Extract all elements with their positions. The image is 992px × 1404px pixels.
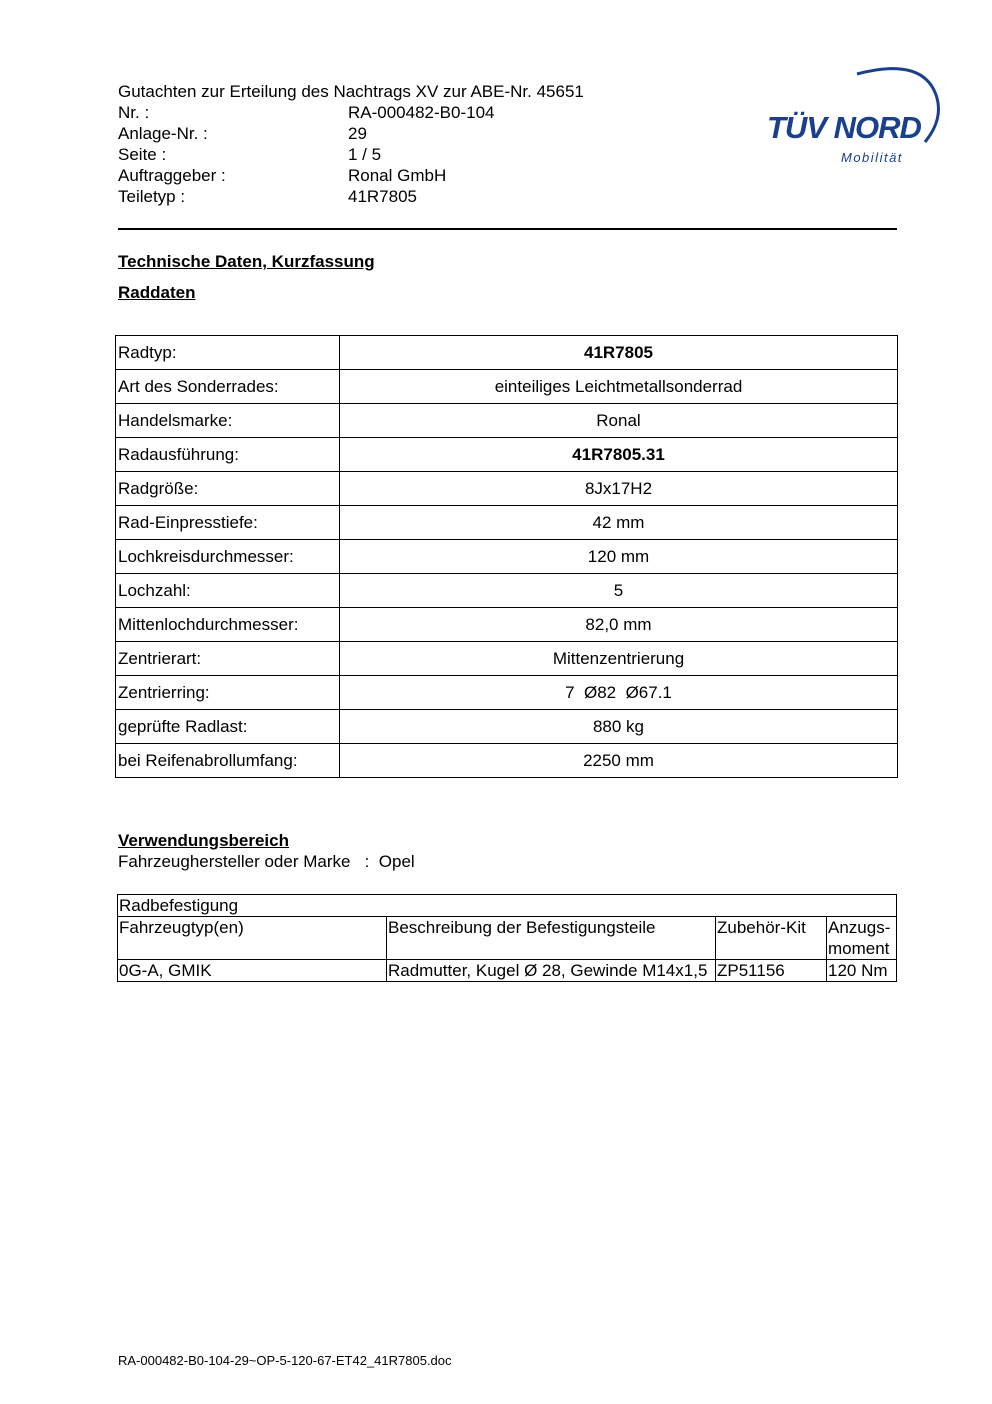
row-value: 120 mm [340,540,898,574]
header-value: 1 / 5 [348,145,382,164]
row-label: Lochkreisdurchmesser: [116,540,340,574]
row-value: 880 kg [340,710,898,744]
cell-zubehoer-kit: ZP51156 [716,960,827,982]
header-value: RA-000482-B0-104 [348,103,495,122]
header-value: 41R7805 [348,187,418,206]
row-label: Radtyp: [116,336,340,370]
cell-fahrzeugtyp: 0G-A, GMIK [118,960,387,982]
row-label: Handelsmarke: [116,404,340,438]
row-value: 8Jx17H2 [340,472,898,506]
row-label: Zentrierring: [116,676,340,710]
row-value: 41R7805.31 [340,438,898,472]
cell-anzugsmoment: 120 Nm [827,960,897,982]
row-label: geprüfte Radlast: [116,710,340,744]
header-key: Auftraggeber : [118,166,226,185]
logo-subtitle: Mobilität [841,150,903,165]
document-title: Gutachten zur Erteilung des Nachtrags XV zur ABE-Nr. 45651 [118,82,584,101]
table-row [116,540,898,574]
table-header-row [118,917,897,960]
column-header: Anzugs- moment [827,917,897,960]
tuev-nord-logo [765,58,945,173]
table-row [116,710,898,744]
row-label: bei Reifenabrollumfang: [116,744,340,778]
row-value: einteiliges Leichtmetallsonderrad [340,370,898,404]
header-key: Anlage-Nr. : [118,124,208,143]
table-row [116,744,898,778]
row-value: 41R7805 [340,336,898,370]
header-value: 29 [348,124,367,143]
table-caption-row [118,895,897,917]
table-row [116,608,898,642]
row-value: Mittenzentrierung [340,642,898,676]
header-row-anlage [118,123,584,144]
row-label: Lochzahl: [116,574,340,608]
table-row [116,506,898,540]
row-value: 42 mm [340,506,898,540]
header-row-auftraggeber [118,165,584,186]
header-value: Ronal GmbH [348,166,447,185]
cell-beschreibung: Radmutter, Kugel Ø 28, Gewinde M14x1,5 [387,960,716,982]
row-label: Radgröße: [116,472,340,506]
raddaten-table [115,335,898,778]
table-row [116,472,898,506]
table-row [116,336,898,370]
row-label: Mittenlochdurchmesser: [116,608,340,642]
table-row [116,676,898,710]
column-header: Fahrzeugtyp(en) [118,917,387,960]
row-label: Zentrierart: [116,642,340,676]
logo-brand: TÜV NORD [767,110,921,145]
section-title-verwendung: Verwendungsbereich [118,831,289,850]
header-row-teiletyp [118,186,584,207]
column-header: Beschreibung der Befestigungsteile [387,917,716,960]
header-key: Nr. : [118,103,150,122]
header-divider [118,228,897,230]
table-row [118,960,897,982]
row-value: 5 [340,574,898,608]
column-header: Zubehör-Kit [716,917,827,960]
table-caption: Radbefestigung [118,895,897,917]
row-value: 82,0 mm [340,608,898,642]
header-row-nr [118,102,584,123]
table-row [116,404,898,438]
table-row [116,438,898,472]
section-title-raddaten: Raddaten [118,283,196,302]
footer-filename: RA-000482-B0-104-29~OP-5-120-67-ET42_41R7805.doc [118,1353,452,1368]
row-label: Radausführung: [116,438,340,472]
row-label: Rad-Einpresstiefe: [116,506,340,540]
table-row [116,370,898,404]
table-row [116,574,898,608]
radbefestigung-table [117,894,897,982]
table-row [116,642,898,676]
header-key: Seite : [118,145,167,164]
header-row-seite [118,144,584,165]
header-key: Teiletyp : [118,187,186,206]
verwendungsbereich [118,830,415,872]
row-value: Ronal [340,404,898,438]
section-title-technische: Technische Daten, Kurzfassung [118,252,375,271]
row-value: 2250 mm [340,744,898,778]
row-label: Art des Sonderrades: [116,370,340,404]
row-value: 7 Ø82 Ø67.1 [340,676,898,710]
fahrzeughersteller-line: Fahrzeughersteller oder Marke : Opel [118,852,415,871]
document-header [118,81,584,207]
